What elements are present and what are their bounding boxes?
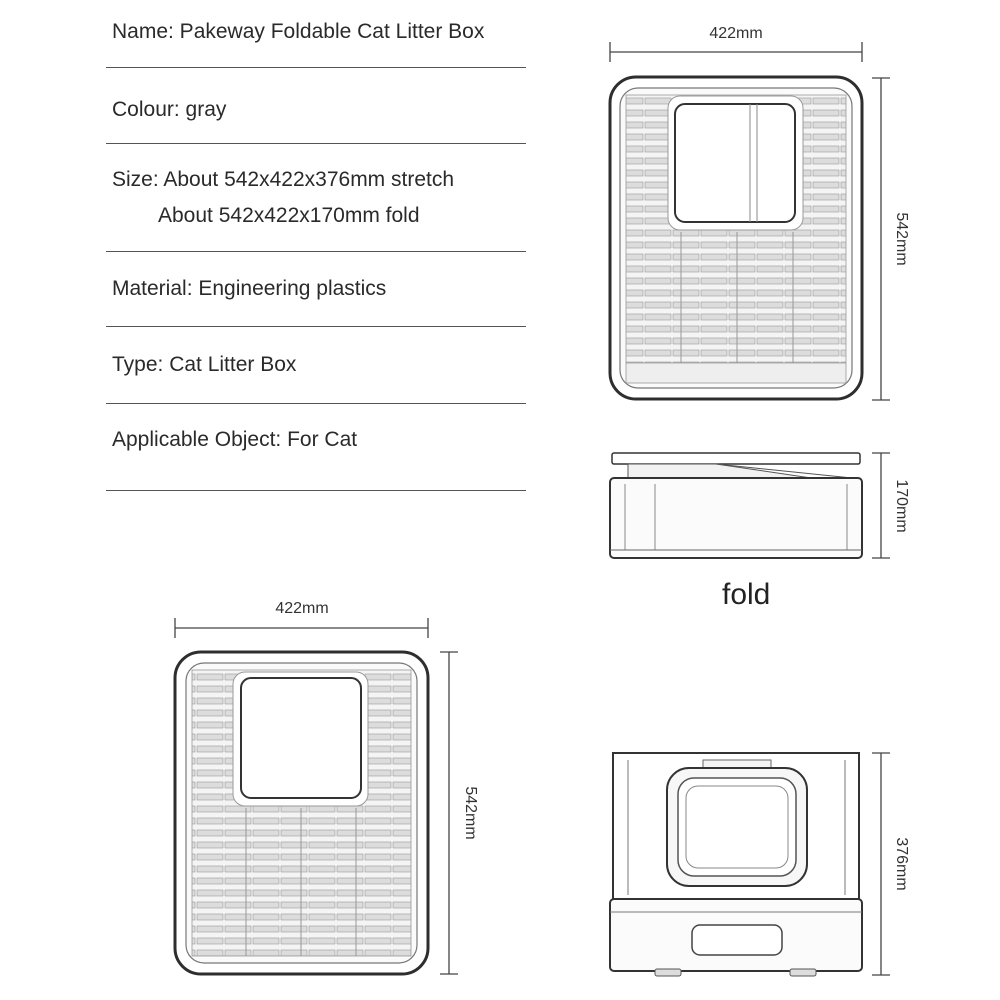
spec-type: Type: Cat Litter Box xyxy=(112,353,297,376)
top-view-drawing xyxy=(610,25,910,400)
spec-colour: Colour: gray xyxy=(112,98,227,121)
spec-object: Applicable Object: For Cat xyxy=(112,428,358,451)
fold-side-view-drawing xyxy=(610,453,910,558)
top-length-label: 542mm xyxy=(893,212,910,266)
stretch-top-view-drawing xyxy=(175,600,479,974)
spec-name: Name: Pakeway Foldable Cat Litter Box xyxy=(112,20,485,43)
stretch-front-view-drawing xyxy=(610,753,910,976)
stretch-height-label: 376mm xyxy=(893,837,910,891)
fold-height-label: 170mm xyxy=(893,479,910,533)
bottom-width-label: 422mm xyxy=(275,600,329,617)
spec-size-stretch: Size: About 542x422x376mm stretch xyxy=(112,168,455,191)
spec-material: Material: Engineering plastics xyxy=(112,277,387,300)
fold-label: fold xyxy=(722,578,771,611)
bottom-length-label: 542mm xyxy=(462,786,479,840)
spec-size-fold: About 542x422x170mm fold xyxy=(158,204,420,227)
top-width-label: 422mm xyxy=(709,25,763,42)
